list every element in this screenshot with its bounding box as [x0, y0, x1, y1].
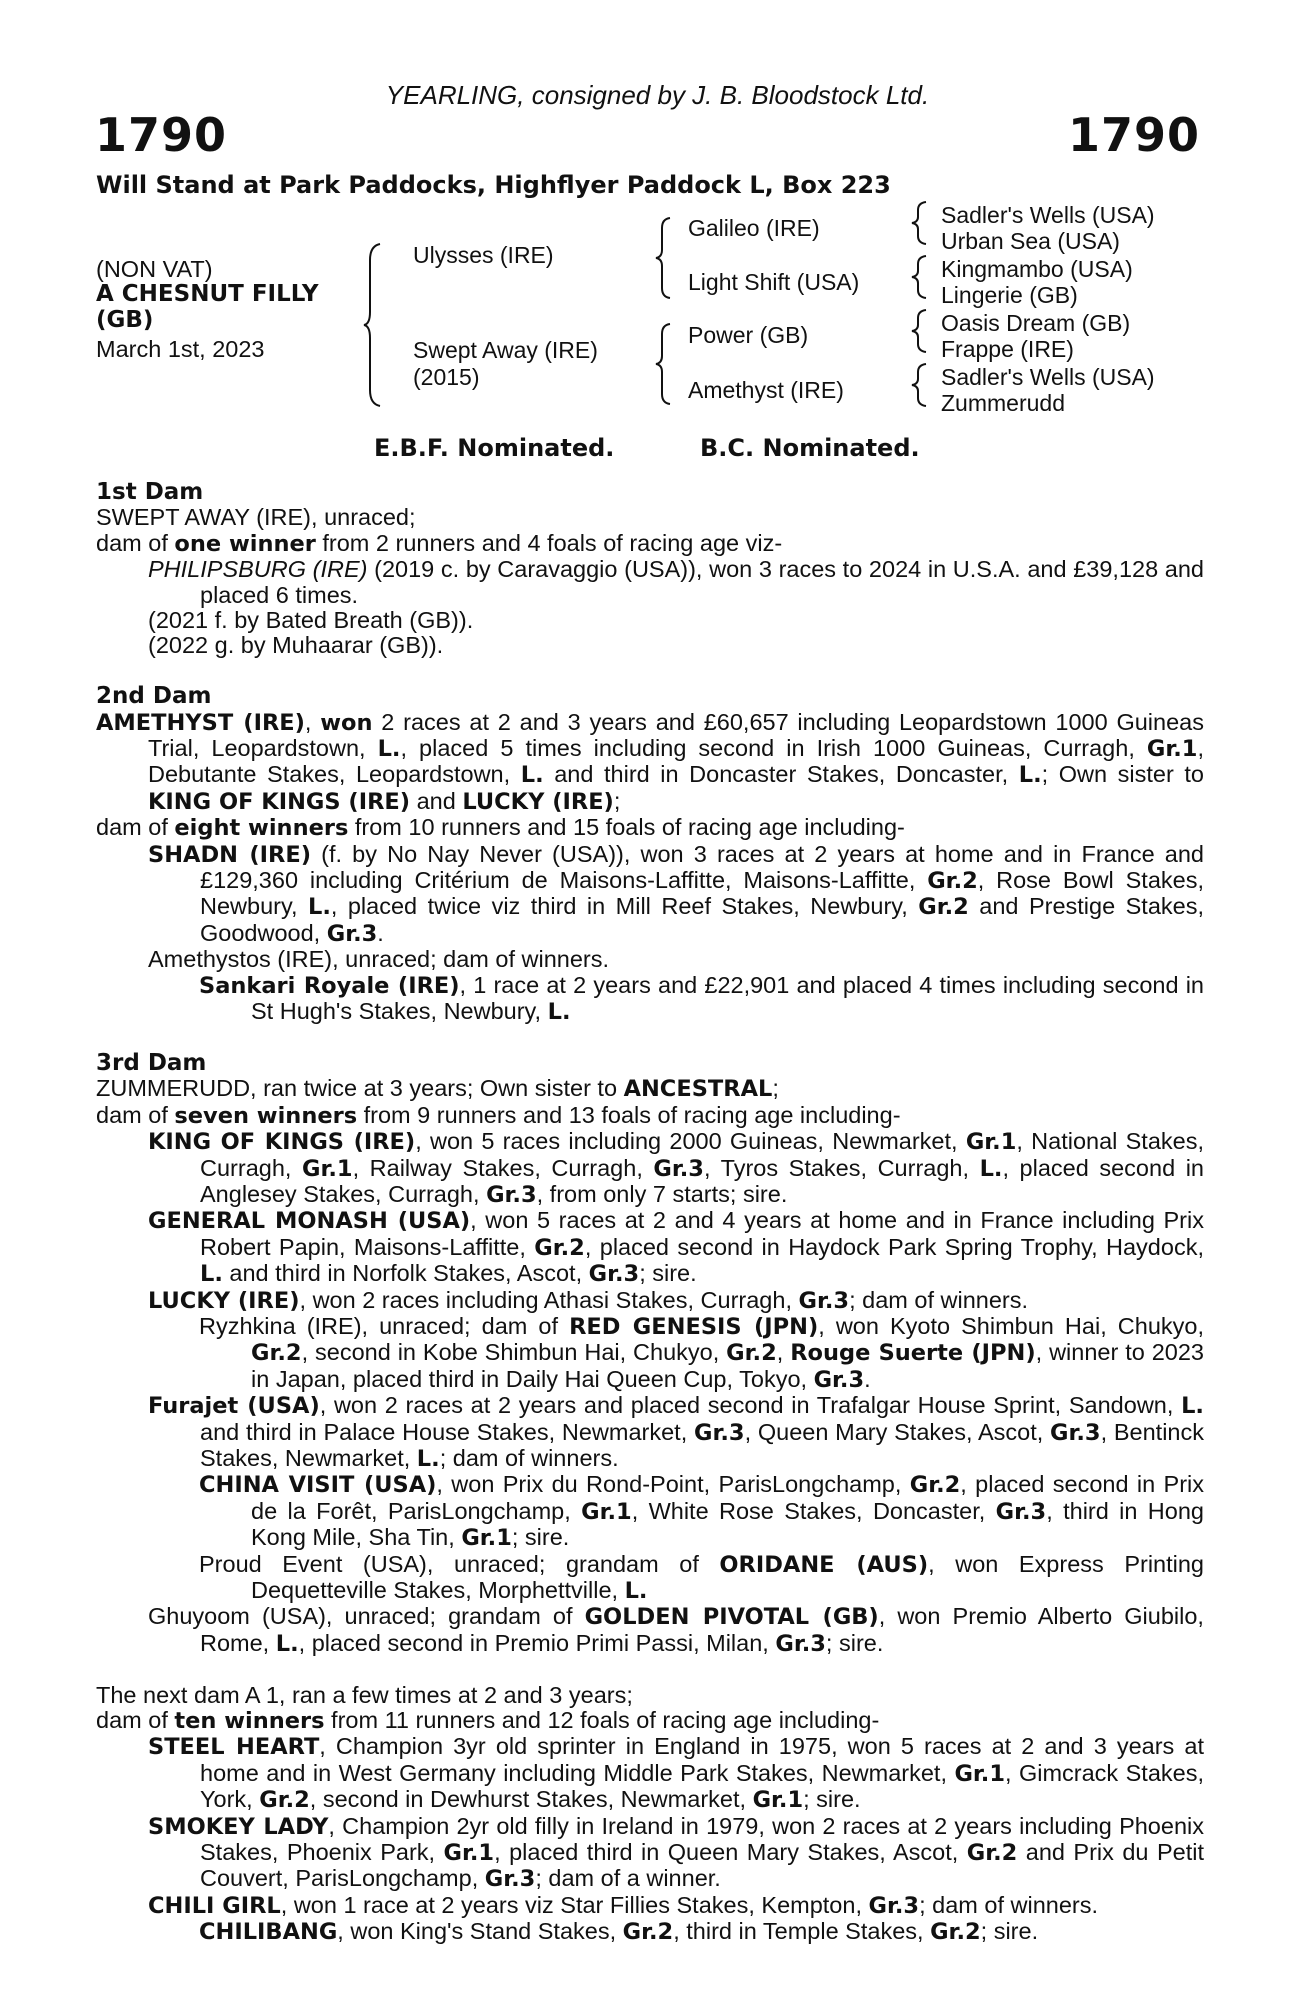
- first-dam-record: SWEPT AWAY (IRE), unraced;: [96, 504, 416, 531]
- second-dam-heading: 2nd Dam: [96, 683, 212, 710]
- foaling-date: March 1st, 2023: [96, 336, 265, 362]
- pedigree-brace-dd: [910, 362, 930, 408]
- catalogue-body: [96, 480, 1204, 1946]
- produce-entry: LUCKY (IRE), won 2 races including Athasi Stakes, Curragh, Gr.3; dam of winners.: [148, 1286, 1029, 1314]
- sire-dam-sire: Kingmambo (USA): [941, 256, 1133, 282]
- pedigree-brace-ss: [910, 200, 930, 246]
- produce-entry: KING OF KINGS (IRE), won 5 races including 2000 Guineas, Newmarket, Gr.1, National Stakes, Curragh, Gr.1, Railway Stakes, Curragh, Gr.3, Tyros Stakes, Curragh, L., placed second in Anglesey Stakes, Curragh, Gr.3, from only 7 starts; sire.: [148, 1128, 1204, 1208]
- first-dam-produce-summary: dam of one winner from 2 runners and 4 foals of racing age viz-: [96, 529, 783, 557]
- bc-nomination: B.C. Nominated.: [700, 434, 920, 462]
- produce-entry: SHADN (IRE) (f. by No Nay Never (USA)), won 3 races at 2 years at home and in France and £129,360 including Critérium de Maisons-Laffitte, Maisons-Laffitte, Gr.2, Rose Bowl Stakes, Newbury, L., placed twice viz third in Mill Reef Stakes, Newbury, Gr.2 and Prestige Stakes, Goodwood, Gr.3.: [148, 840, 1204, 947]
- sire: Ulysses (IRE): [413, 242, 554, 268]
- sire-sire-dam: Urban Sea (USA): [941, 228, 1120, 254]
- first-dam-heading: 1st Dam: [96, 479, 204, 505]
- third-dam-heading: 3rd Dam: [96, 1049, 207, 1076]
- sire-sire: Galileo (IRE): [688, 215, 820, 241]
- produce-entry: CHINA VISIT (USA), won Prix du Rond-Point, ParisLongchamp, Gr.2, placed second in Prix de la Forêt, ParisLongchamp, Gr.1, White Rose Stakes, Doncaster, Gr.3, third in Hong Kong Mile, Sha Tin, Gr.1; sire.: [199, 1471, 1204, 1552]
- produce-entry: Proud Event (USA), unraced; grandam of ORIDANE (AUS), won Express Printing Dequetteville Stakes, Morphettville, L.: [199, 1550, 1204, 1605]
- dam-dam: Amethyst (IRE): [688, 377, 844, 403]
- produce-entry: Ryzhkina (IRE), unraced; dam of RED GENESIS (JPN), won Kyoto Shimbun Hai, Chukyo, Gr.2, second in Kobe Shimbun Hai, Chukyo, Gr.2, Rouge Suerte (JPN), winner to 2023 in Japan, placed third in Daily Hai Queen Cup, Tokyo, Gr.3.: [199, 1312, 1205, 1393]
- ebf-nomination: E.B.F. Nominated.: [374, 434, 615, 462]
- produce-entry: CHILI GIRL, won 1 race at 2 years viz Star Fillies Stakes, Kempton, Gr.3; dam of winners.: [148, 1891, 1099, 1919]
- dam-sire: Power (GB): [688, 322, 809, 348]
- produce-entry: CHILIBANG, won King's Stand Stakes, Gr.2, third in Temple Stakes, Gr.2; sire.: [199, 1918, 1039, 1946]
- next-dam-record: The next dam A 1, ran a few times at 2 and 3 years;: [96, 1681, 633, 1708]
- second-dam-produce-summary: dam of eight winners from 10 runners and 15 foals of racing age including-: [96, 814, 905, 842]
- produce-entry: SMOKEY LADY, Champion 2yr old filly in Ireland in 1979, won 2 races at 2 years including Phoenix Stakes, Phoenix Park, Gr.1, placed third in Queen Mary Stakes, Ascot, Gr.2 and Prix du Petit Couvert, ParisLongchamp, Gr.3; dam of a winner.: [148, 1812, 1204, 1893]
- produce-entry: (2022 g. by Muhaarar (GB)).: [148, 632, 444, 659]
- stabling-location: Will Stand at Park Paddocks, Highflyer Paddock L, Box 223: [96, 171, 891, 199]
- pedigree-brace-main: [362, 240, 386, 410]
- dam-dam-dam: Zummerudd: [941, 390, 1065, 416]
- dam-sire-sire: Oasis Dream (GB): [941, 310, 1131, 336]
- lot-number-right: 1790: [1067, 108, 1200, 162]
- third-dam-record: ZUMMERUDD, ran twice at 3 years; Own sister to ANCESTRAL;: [96, 1075, 779, 1103]
- produce-entry: Ghuyoom (USA), unraced; grandam of GOLDEN PIVOTAL (GB), won Premio Alberto Giubilo, Rome, L., placed second in Premio Primi Passi, Milan, Gr.3; sire.: [148, 1603, 1204, 1657]
- pedigree-brace-sd: [910, 254, 930, 300]
- produce-entry: Amethystos (IRE), unraced; dam of winners.: [148, 946, 610, 973]
- pedigree-brace-sire: [654, 216, 674, 300]
- dam: Swept Away (IRE): [413, 337, 598, 363]
- produce-entry: GENERAL MONASH (USA), won 5 races at 2 and 4 years at home and in France including Prix Robert Papin, Maisons-Laffitte, Gr.2, placed second in Haydock Park Spring Trophy, Haydock, L. and third in Norfolk Stakes, Ascot, Gr.3; sire.: [148, 1207, 1204, 1288]
- produce-entry: STEEL HEART, Champion 3yr old sprinter in England in 1975, won 5 races at 2 and 3 years at home and in West Germany including Middle Park Stakes, Newmarket, Gr.1, Gimcrack Stakes, York, Gr.2, second in Dewhurst Stakes, Newmarket, Gr.1; sire.: [148, 1733, 1204, 1814]
- second-dam-record: AMETHYST (IRE), won 2 races at 2 and 3 years and £60,657 including Leopardstown 1000 Guineas Trial, Leopardstown, L., placed 5 times including second in Irish 1000 Guineas, Curragh, Gr.1, Debutante Stakes, Leopardstown, L. and third in Doncaster Stakes, Doncaster, L.; Own sister to KING OF KINGS (IRE) and LUCKY (IRE);: [96, 708, 1204, 815]
- produce-entry: (2021 f. by Bated Breath (GB)).: [148, 607, 474, 634]
- produce-entry: PHILIPSBURG (IRE) (2019 c. by Caravaggio (USA)), won 3 races to 2024 in U.S.A. and £39,128 and placed 6 times.: [148, 556, 1205, 608]
- dam-foaling-year: (2015): [413, 364, 480, 390]
- sire-dam-dam: Lingerie (GB): [941, 282, 1078, 308]
- horse-name-country: (GB): [96, 307, 154, 333]
- produce-entry: Furajet (USA), won 2 races at 2 years and placed second in Trafalgar House Sprint, Sandown, L. and third in Palace House Stakes, Newmarket, Gr.3, Queen Mary Stakes, Ascot, Gr.3, Bentinck Stakes, Newmarket, L.; dam of winners.: [148, 1392, 1204, 1472]
- lot-number-left: 1790: [95, 108, 228, 162]
- sire-sire-sire: Sadler's Wells (USA): [941, 202, 1155, 228]
- dam-sire-dam: Frappe (IRE): [941, 336, 1074, 362]
- sire-dam: Light Shift (USA): [688, 269, 860, 295]
- next-dam-produce-summary: dam of ten winners from 11 runners and 12 foals of racing age including-: [96, 1707, 880, 1735]
- dam-dam-sire: Sadler's Wells (USA): [941, 364, 1155, 390]
- consignment-line: YEARLING, consigned by J. B. Bloodstock Ltd.: [385, 80, 930, 110]
- pedigree-brace-ds: [910, 308, 930, 354]
- produce-entry: Sankari Royale (IRE), 1 race at 2 years and £22,901 and placed 4 times including second in St Hugh's Stakes, Newbury, L.: [199, 971, 1204, 1026]
- third-dam-produce-summary: dam of seven winners from 9 runners and 13 foals of racing age including-: [96, 1101, 901, 1129]
- pedigree-brace-dam: [654, 322, 674, 406]
- horse-name: A CHESNUT FILLY: [96, 281, 319, 307]
- vat-status: (NON VAT): [96, 256, 213, 282]
